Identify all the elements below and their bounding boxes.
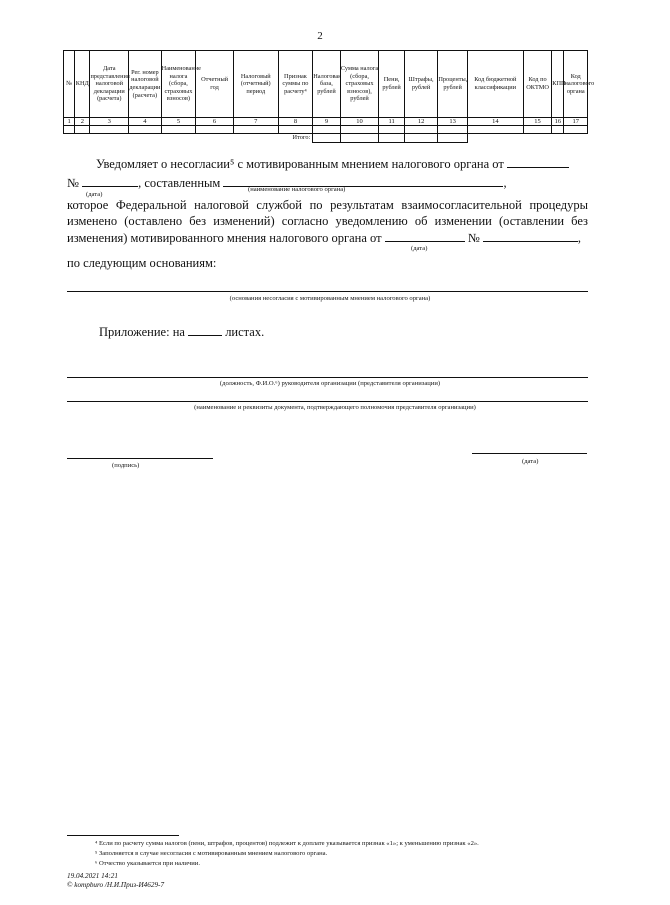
- column-number: 15: [523, 118, 551, 126]
- total-cell: [313, 134, 340, 143]
- column-number: 11: [379, 118, 404, 126]
- composed-text: , составленным: [138, 176, 221, 190]
- caption-tax-authority: (наименование налогового органа): [248, 186, 346, 193]
- table-cell: [278, 126, 313, 134]
- column-number: 13: [438, 118, 468, 126]
- opinion-number-field[interactable]: [82, 175, 138, 187]
- table-cell: [552, 126, 564, 134]
- print-source: © kompburo /Н.И.Приз-И4629-7: [67, 881, 165, 889]
- table-cell: [438, 126, 468, 134]
- date-line[interactable]: [472, 453, 587, 454]
- column-header: Рег. номер налоговой декларации (расчета): [129, 51, 162, 118]
- column-header: Проценты, рублей: [438, 51, 468, 118]
- caption-date: (дата): [522, 458, 539, 465]
- caption-document: (наименование и реквизиты документа, подтверждающего полномочия представителя организации): [194, 404, 476, 411]
- caption-grounds: (основания несогласия с мотивированным мнением налогового органа): [229, 295, 431, 302]
- table-cell: [523, 126, 551, 134]
- table-cell: [64, 126, 75, 134]
- appendix-suffix: листах.: [225, 325, 265, 339]
- number-sign: №: [67, 176, 79, 190]
- column-number: 3: [90, 118, 129, 126]
- caption-signature: (подпись): [112, 462, 140, 469]
- column-number: 7: [233, 118, 278, 126]
- footnote-separator: [67, 835, 179, 836]
- table-cell: [340, 126, 379, 134]
- paragraph-line: которое Федеральной налоговой службой по результатам взаимосогласительной процедуры: [67, 198, 588, 212]
- column-number: 8: [278, 118, 313, 126]
- table-cell: [233, 126, 278, 134]
- column-header: №: [64, 51, 75, 118]
- column-header: Сумма налога (сбора, страховых взносов), рублей: [340, 51, 379, 118]
- notice-line: Уведомляет о несогласии⁵ с мотивированным мнением налогового органа от: [96, 157, 504, 171]
- column-header: Налоговая база, рублей: [313, 51, 340, 118]
- table-cell: [404, 126, 438, 134]
- column-header: Дата представления налоговой декларации (расчета): [90, 51, 129, 118]
- column-header: Признак суммы по расчету⁴: [278, 51, 313, 118]
- column-header: Пени, рублей: [379, 51, 404, 118]
- paragraph-line: изменения) мотивированного мнения налогового органа от: [67, 231, 382, 245]
- authority-document-line[interactable]: [67, 401, 588, 402]
- column-number: 17: [564, 118, 588, 126]
- table-row: [64, 126, 588, 134]
- footnote: ⁴ Если по расчету сумма налогов (пени, штрафов, процентов) подлежит к доплате указывается признак «1»; к уменьшению признак «2».: [95, 840, 479, 847]
- column-header: Код налогового органа: [564, 51, 588, 118]
- table-cell: [313, 126, 340, 134]
- total-cell: [404, 134, 438, 143]
- notice-date-field[interactable]: [385, 230, 465, 242]
- column-number: 4: [129, 118, 162, 126]
- column-header: Штрафы, рублей: [404, 51, 438, 118]
- table-cell: [467, 134, 587, 143]
- total-label: Итого:: [292, 134, 311, 142]
- column-number: 6: [196, 118, 234, 126]
- grounds-label: по следующим основаниям:: [67, 256, 217, 270]
- column-number: 10: [340, 118, 379, 126]
- total-cell: [340, 134, 379, 143]
- column-number: 2: [75, 118, 90, 126]
- caption-date: (дата): [86, 191, 103, 198]
- table-header-row: [64, 51, 588, 118]
- table-cell: [75, 126, 90, 134]
- footnote: ⁵ Заполняется в случае несогласия с мотивированным мнением налогового органа.: [95, 850, 328, 857]
- column-number: 9: [313, 118, 340, 126]
- notice-number-field[interactable]: [483, 230, 578, 242]
- column-number-row: [64, 118, 588, 126]
- column-header: Код по ОКТМО: [523, 51, 551, 118]
- caption-date: (дата): [411, 245, 428, 252]
- column-header: КНД: [75, 51, 90, 118]
- table-cell: [564, 126, 588, 134]
- column-header: Код бюджетной классификации: [467, 51, 523, 118]
- print-date: 19.04.2021 14:21: [67, 872, 118, 880]
- total-cell: [438, 134, 468, 143]
- sheet-count-field[interactable]: [188, 324, 222, 336]
- number-sign: №: [467, 231, 480, 245]
- column-header: Отчетный год: [196, 51, 234, 118]
- declaration-table: [63, 50, 595, 143]
- column-header: Налоговый (отчетный) период: [233, 51, 278, 118]
- appendix-label: Приложение: на: [99, 325, 185, 339]
- opinion-date-field[interactable]: [507, 156, 569, 168]
- column-number: 1: [64, 118, 75, 126]
- table-cell: [129, 126, 162, 134]
- table-cell: [467, 126, 523, 134]
- table-cell: [90, 126, 129, 134]
- grounds-line[interactable]: [67, 291, 588, 292]
- total-row: [64, 134, 588, 143]
- signature-line[interactable]: [67, 458, 213, 459]
- page-number: 2: [317, 30, 323, 42]
- column-number: 12: [404, 118, 438, 126]
- paragraph-line: изменено (оставлено без изменений) согласно уведомлению об изменении (оставлении без: [67, 214, 588, 228]
- column-header: Наименование налога (сбора, страховых взносов): [161, 51, 196, 118]
- column-number: 16: [552, 118, 564, 126]
- position-name-line[interactable]: [67, 377, 588, 378]
- column-number: 14: [467, 118, 523, 126]
- table-cell: [161, 126, 196, 134]
- total-cell: [379, 134, 404, 143]
- footnote: ⁶ Отчество указывается при наличии.: [95, 860, 200, 867]
- column-header: КПП: [552, 51, 564, 118]
- table-cell: [196, 126, 234, 134]
- table-cell: [379, 126, 404, 134]
- table-cell: [64, 134, 234, 143]
- caption-position: (должность, Ф.И.О.⁶) руководителя организации (представителя организации): [219, 380, 441, 387]
- column-number: 5: [161, 118, 196, 126]
